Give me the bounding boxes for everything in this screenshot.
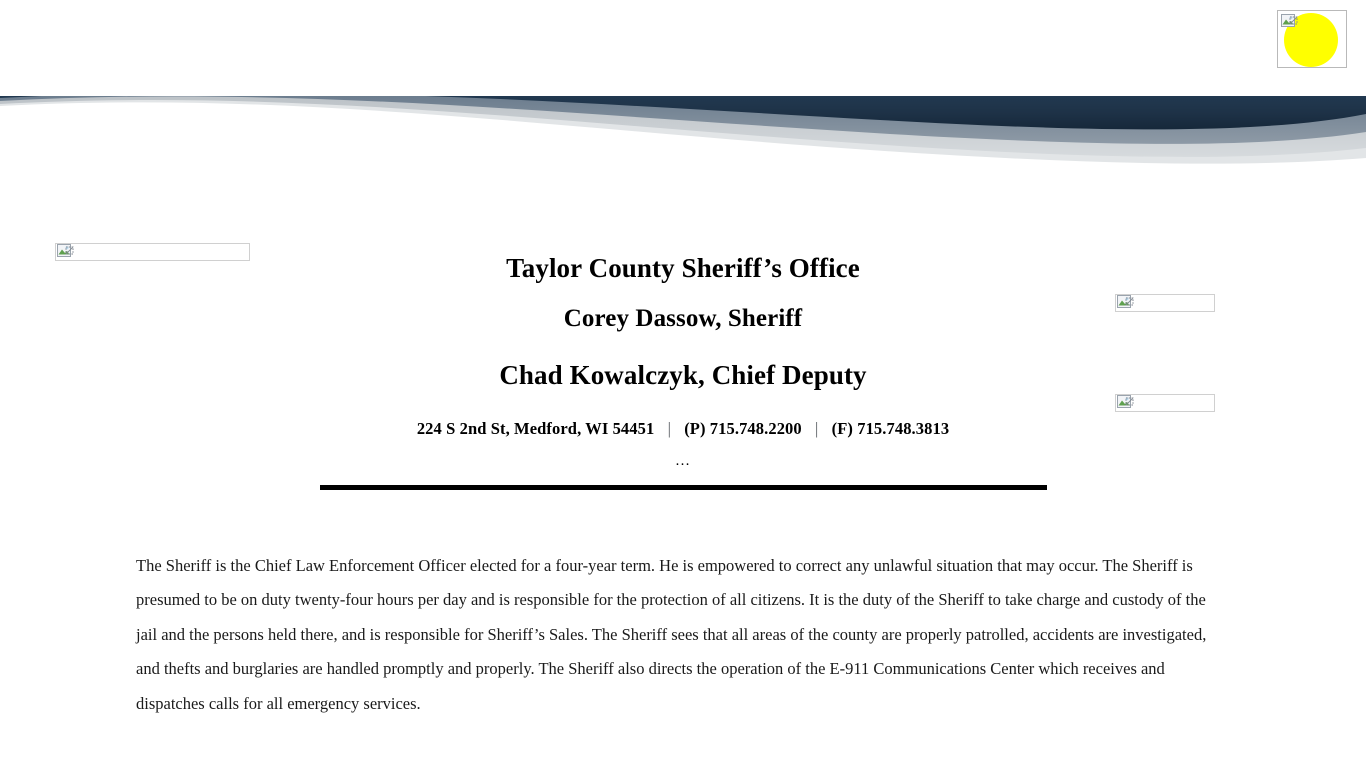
- letterhead: [0, 246, 1366, 468]
- office-phone: (P) 715.748.2200: [684, 419, 802, 438]
- chief-deputy-name: Chad Kowalczyk, Chief Deputy: [499, 360, 867, 390]
- office-name: Taylor County Sheriff’s Office: [506, 253, 860, 283]
- sheriff-name: Corey Dassow, Sheriff: [563, 305, 803, 332]
- horizontal-divider: [320, 485, 1047, 490]
- wave-banner: [0, 96, 1366, 168]
- top-bar: [0, 0, 1366, 96]
- wave-banner-graphic: [0, 96, 1366, 168]
- sheriff-description-paragraph: The Sheriff is the Chief Law Enforcement Officer elected for a four-year term. He is empowered to correct any unlawful situation that may occur. The Sheriff is presumed to be on duty twenty-four hours per day and is responsible for the protection of all citizens. It is the duty of the Sheriff to take charge and custody of the jail and the persons held there, and is responsible for Sheriff’s Sales. The Sheriff sees that all areas of the county are properly patrolled, accidents are investigated, and thefts and burglaries are handled promptly and properly. The Sheriff also directs the operation of the E-911 Communications Center which receives and dispatches calls for all emergency services.: [136, 556, 1207, 713]
- office-address: 224 S 2nd St, Medford, WI 54451: [416, 419, 655, 438]
- separator-1: |: [667, 419, 671, 438]
- office-fax: (F) 715.748.3813: [831, 419, 950, 438]
- separator-2: |: [814, 419, 819, 438]
- ellipsis-marker: …: [675, 453, 691, 469]
- broken-image-icon: [1281, 14, 1298, 30]
- site-logo-placeholder[interactable]: [1277, 10, 1347, 68]
- contact-line: [0, 404, 1366, 454]
